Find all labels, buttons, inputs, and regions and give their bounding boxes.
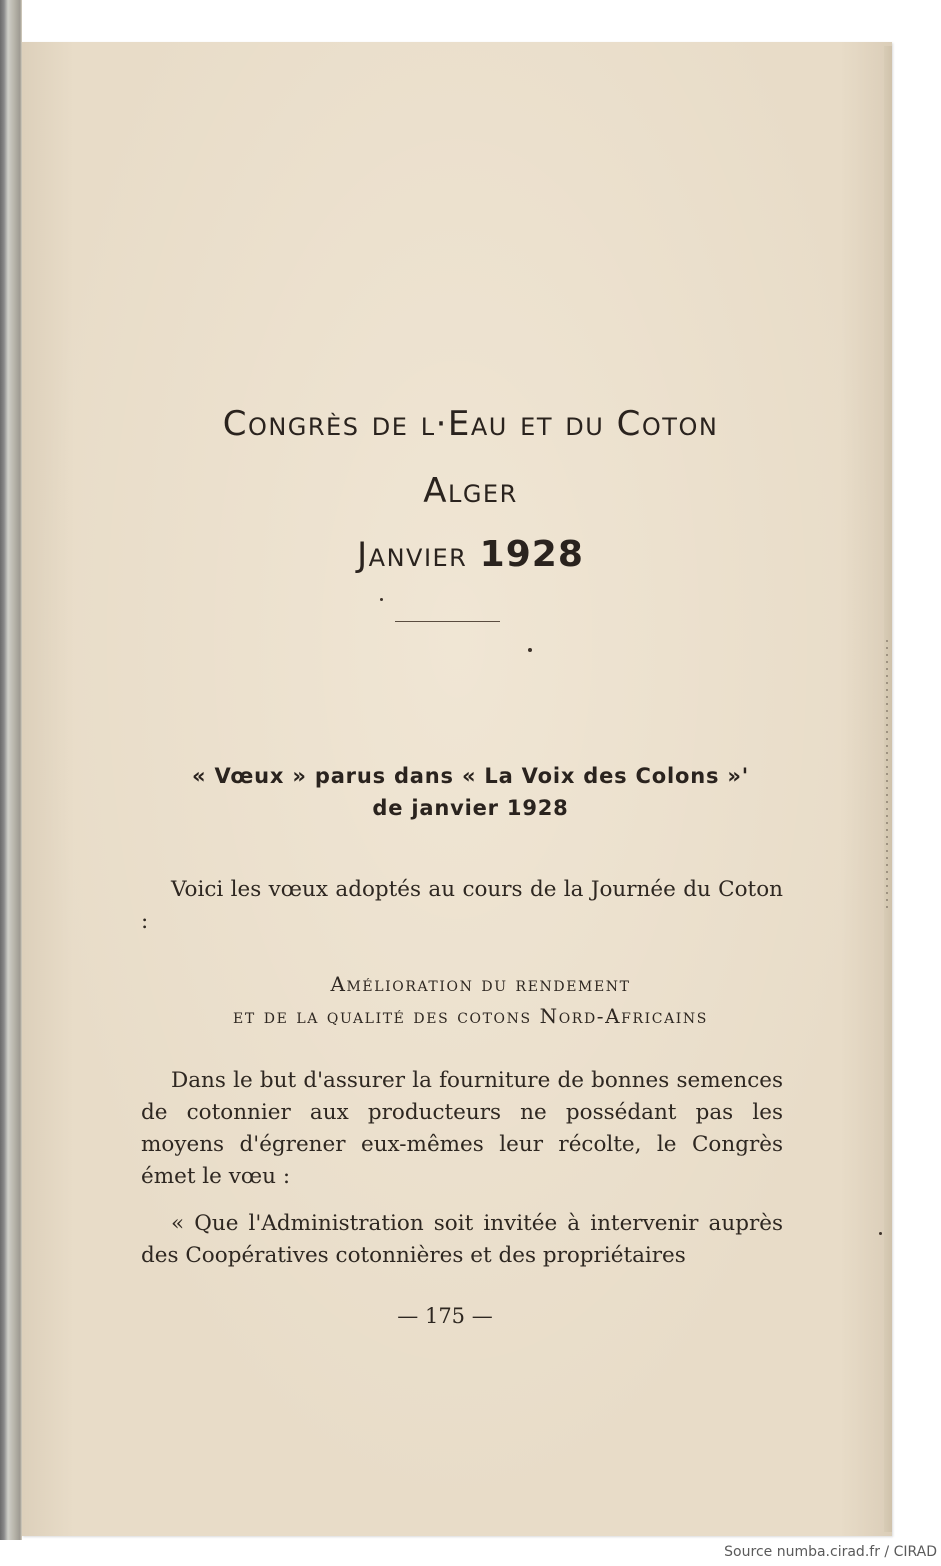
page-number: — 175 — xyxy=(397,1304,493,1328)
title-line-date xyxy=(0,534,941,575)
subheading-line-1: « Vœux » parus dans « La Voix des Colons »' xyxy=(192,764,749,788)
section-heading-line-1: Amélioration du rendement xyxy=(330,972,631,996)
title-line-congress: Congrès de l·Eau et du Coton xyxy=(222,404,719,444)
source-credit: Source numba.cirad.fr / CIRAD xyxy=(724,1544,937,1560)
title-line-city: Alger xyxy=(423,471,518,511)
title-year: 1928 xyxy=(479,534,584,575)
ink-speck xyxy=(380,598,383,601)
title-divider-rule xyxy=(395,621,500,622)
title-month: Janvier xyxy=(357,535,468,575)
intro-paragraph: Voici les vœux adoptés au cours de la Journée du Coton : xyxy=(141,877,783,934)
ink-speck xyxy=(528,648,532,652)
ink-speck xyxy=(879,1232,882,1235)
body-paragraph-administration: « Que l'Administration soit invitée à intervenir auprès des Coopératives cotonnières et des propriétaires xyxy=(141,1211,783,1268)
section-heading-line-2: et de la qualité des cotons Nord-Africains xyxy=(233,1004,708,1028)
body-paragraph-seeds: Dans le but d'assurer la fourniture de bonnes semences de cotonnier aux producteurs ne possédant pas les moyens d'égrener eux-mêmes leur récolte, le Congrès émet le vœu : xyxy=(141,1068,783,1189)
subheading-line-2: de janvier 1928 xyxy=(372,796,569,820)
